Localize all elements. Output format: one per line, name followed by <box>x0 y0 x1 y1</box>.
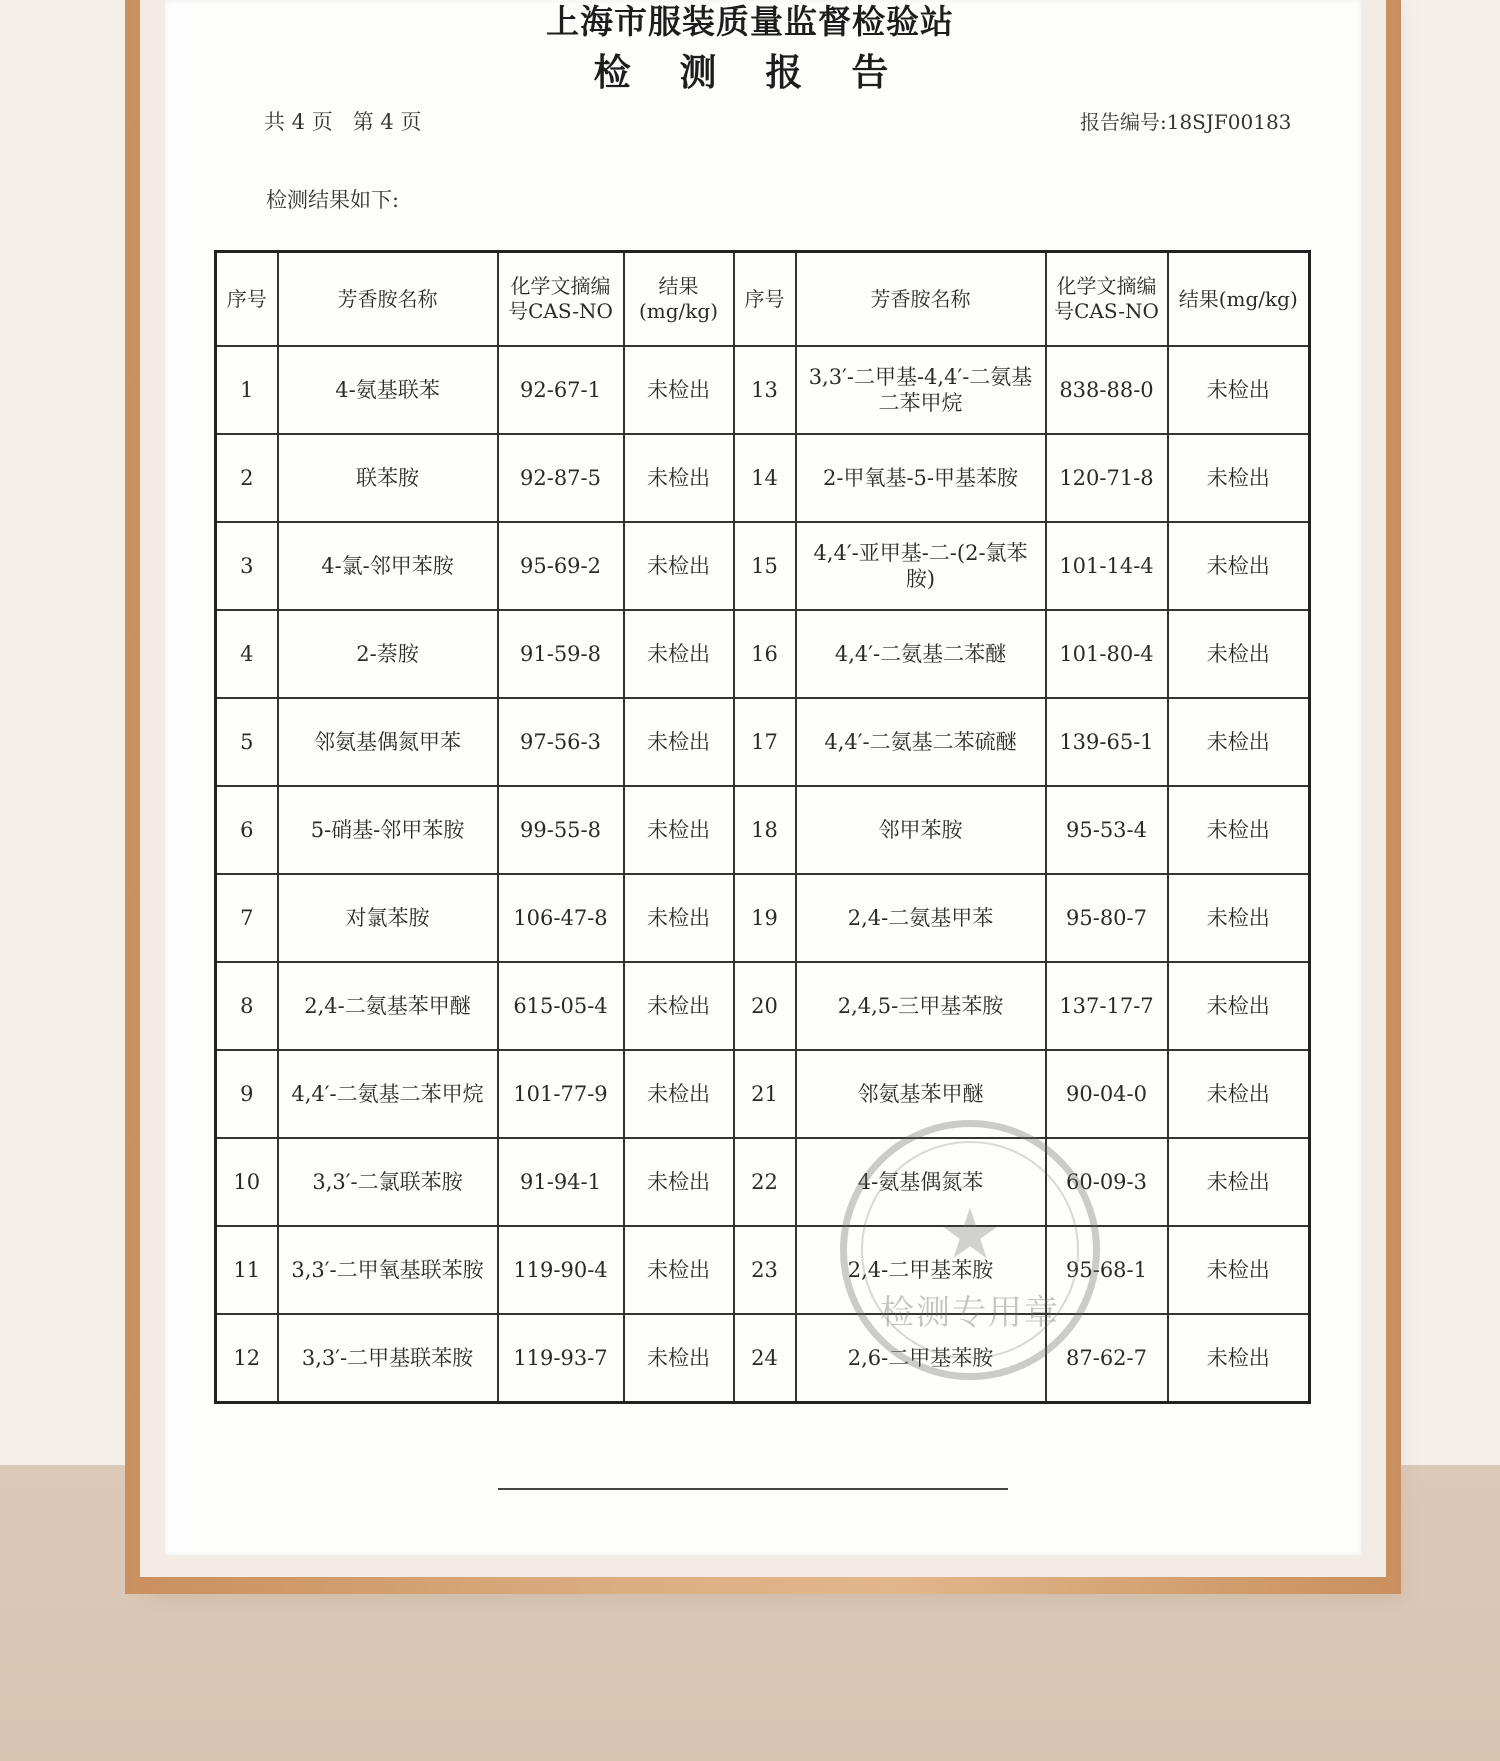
seq-cell: 6 <box>216 786 278 874</box>
table-row <box>216 522 1310 610</box>
amine-name-cell: 对氯苯胺 <box>278 874 498 962</box>
header-cas-right: 化学文摘编号CAS-NO <box>1046 252 1168 347</box>
table-row <box>216 1050 1310 1138</box>
seq-cell: 12 <box>216 1314 278 1403</box>
cas-cell: 99-55-8 <box>498 786 624 874</box>
result-cell: 未检出 <box>624 434 734 522</box>
seq-cell: 16 <box>734 610 796 698</box>
organization-name: 上海市服装质量监督检验站 <box>546 2 954 41</box>
amine-name-cell: 4-氯-邻甲苯胺 <box>278 522 498 610</box>
amine-name-cell: 邻甲苯胺 <box>796 786 1046 874</box>
cas-cell: 91-59-8 <box>498 610 624 698</box>
report-number: 报告编号:18SJF00183 <box>1080 110 1292 134</box>
result-cell: 未检出 <box>1168 698 1310 786</box>
seq-cell: 21 <box>734 1050 796 1138</box>
amine-name-cell: 3,3′-二氯联苯胺 <box>278 1138 498 1226</box>
table-row <box>216 874 1310 962</box>
amine-name-cell: 2,4-二甲基苯胺 <box>796 1226 1046 1314</box>
result-cell: 未检出 <box>624 874 734 962</box>
cas-cell: 87-62-7 <box>1046 1314 1168 1403</box>
cas-cell: 97-56-3 <box>498 698 624 786</box>
seq-cell: 7 <box>216 874 278 962</box>
end-rule <box>498 1488 1008 1490</box>
amine-name-cell: 邻氨基苯甲醚 <box>796 1050 1046 1138</box>
cas-cell: 119-90-4 <box>498 1226 624 1314</box>
result-cell: 未检出 <box>1168 610 1310 698</box>
seq-cell: 19 <box>734 874 796 962</box>
cas-cell: 90-04-0 <box>1046 1050 1168 1138</box>
amine-name-cell: 4,4′-亚甲基-二-(2-氯苯胺) <box>796 522 1046 610</box>
seq-cell: 13 <box>734 346 796 434</box>
cas-cell: 101-14-4 <box>1046 522 1168 610</box>
results-table <box>214 250 1311 1404</box>
table-header-row <box>216 252 1310 347</box>
cas-cell: 137-17-7 <box>1046 962 1168 1050</box>
star-icon: ★ <box>938 1193 1002 1275</box>
amine-name-cell: 邻氨基偶氮甲苯 <box>278 698 498 786</box>
header-name-left: 芳香胺名称 <box>278 252 498 347</box>
header-result-right: 结果(mg/kg) <box>1168 252 1310 347</box>
cas-cell: 92-67-1 <box>498 346 624 434</box>
result-cell: 未检出 <box>624 522 734 610</box>
seq-cell: 1 <box>216 346 278 434</box>
cas-cell: 615-05-4 <box>498 962 624 1050</box>
amine-name-cell: 4,4′-二氨基二苯醚 <box>796 610 1046 698</box>
seq-cell: 15 <box>734 522 796 610</box>
seq-cell: 11 <box>216 1226 278 1314</box>
result-cell: 未检出 <box>1168 1050 1310 1138</box>
result-cell: 未检出 <box>624 1314 734 1403</box>
amine-name-cell: 2-甲氧基-5-甲基苯胺 <box>796 434 1046 522</box>
amine-name-cell: 2-萘胺 <box>278 610 498 698</box>
seq-cell: 17 <box>734 698 796 786</box>
amine-name-cell: 联苯胺 <box>278 434 498 522</box>
amine-name-cell: 2,6-二甲基苯胺 <box>796 1314 1046 1403</box>
cas-cell: 95-53-4 <box>1046 786 1168 874</box>
amine-name-cell: 3,3′-二甲基-4,4′-二氨基二苯甲烷 <box>796 346 1046 434</box>
cas-cell: 106-47-8 <box>498 874 624 962</box>
seq-cell: 5 <box>216 698 278 786</box>
result-cell: 未检出 <box>1168 1138 1310 1226</box>
amine-name-cell: 2,4-二氨基甲苯 <box>796 874 1046 962</box>
seq-cell: 18 <box>734 786 796 874</box>
seq-cell: 22 <box>734 1138 796 1226</box>
cas-cell: 92-87-5 <box>498 434 624 522</box>
header-name-right: 芳香胺名称 <box>796 252 1046 347</box>
seq-cell: 9 <box>216 1050 278 1138</box>
result-cell: 未检出 <box>1168 346 1310 434</box>
amine-name-cell: 4,4′-二氨基二苯甲烷 <box>278 1050 498 1138</box>
result-cell: 未检出 <box>624 1050 734 1138</box>
cas-cell: 95-80-7 <box>1046 874 1168 962</box>
result-cell: 未检出 <box>624 786 734 874</box>
table-row <box>216 1226 1310 1314</box>
seq-cell: 23 <box>734 1226 796 1314</box>
amine-name-cell: 4-氨基联苯 <box>278 346 498 434</box>
seq-cell: 14 <box>734 434 796 522</box>
result-cell: 未检出 <box>1168 1314 1310 1403</box>
cas-cell: 91-94-1 <box>498 1138 624 1226</box>
result-cell: 未检出 <box>624 1138 734 1226</box>
cas-cell: 838-88-0 <box>1046 346 1168 434</box>
result-cell: 未检出 <box>624 346 734 434</box>
amine-name-cell: 2,4-二氨基苯甲醚 <box>278 962 498 1050</box>
cas-cell: 95-68-1 <box>1046 1226 1168 1314</box>
table-row <box>216 346 1310 434</box>
result-cell: 未检出 <box>624 962 734 1050</box>
cas-cell: 60-09-3 <box>1046 1138 1168 1226</box>
table-row <box>216 698 1310 786</box>
result-cell: 未检出 <box>1168 1226 1310 1314</box>
cas-cell: 120-71-8 <box>1046 434 1168 522</box>
result-cell: 未检出 <box>1168 522 1310 610</box>
header-seq-left: 序号 <box>216 252 278 347</box>
seq-cell: 3 <box>216 522 278 610</box>
table-row <box>216 434 1310 522</box>
result-cell: 未检出 <box>624 698 734 786</box>
seq-cell: 24 <box>734 1314 796 1403</box>
seq-cell: 4 <box>216 610 278 698</box>
results-intro: 检测结果如下: <box>266 188 400 212</box>
document-title: 检 测 报 告 <box>593 50 907 94</box>
seq-cell: 10 <box>216 1138 278 1226</box>
amine-name-cell: 4-氨基偶氮苯 <box>796 1138 1046 1226</box>
cas-cell: 139-65-1 <box>1046 698 1168 786</box>
table-row <box>216 786 1310 874</box>
cas-cell: 101-77-9 <box>498 1050 624 1138</box>
seq-cell: 2 <box>216 434 278 522</box>
result-cell: 未检出 <box>1168 874 1310 962</box>
amine-name-cell: 3,3′-二甲氧基联苯胺 <box>278 1226 498 1314</box>
table-row <box>216 610 1310 698</box>
page-count: 共 4 页 第 4 页 <box>264 110 422 134</box>
stamp-text: 检测专用章 <box>880 1293 1060 1333</box>
header-seq-right: 序号 <box>734 252 796 347</box>
amine-name-cell: 3,3′-二甲基联苯胺 <box>278 1314 498 1403</box>
result-cell: 未检出 <box>624 610 734 698</box>
seq-cell: 20 <box>734 962 796 1050</box>
amine-name-cell: 4,4′-二氨基二苯硫醚 <box>796 698 1046 786</box>
seq-cell: 8 <box>216 962 278 1050</box>
result-cell: 未检出 <box>1168 962 1310 1050</box>
cas-cell: 101-80-4 <box>1046 610 1168 698</box>
header-cas-left: 化学文摘编号CAS-NO <box>498 252 624 347</box>
result-cell: 未检出 <box>1168 786 1310 874</box>
table-row <box>216 1138 1310 1226</box>
cas-cell: 95-69-2 <box>498 522 624 610</box>
amine-name-cell: 2,4,5-三甲基苯胺 <box>796 962 1046 1050</box>
result-cell: 未检出 <box>624 1226 734 1314</box>
result-cell: 未检出 <box>1168 434 1310 522</box>
table-row <box>216 1314 1310 1403</box>
header-result-left: 结果(mg/kg) <box>624 252 734 347</box>
cas-cell: 119-93-7 <box>498 1314 624 1403</box>
table-row <box>216 962 1310 1050</box>
amine-name-cell: 5-硝基-邻甲苯胺 <box>278 786 498 874</box>
